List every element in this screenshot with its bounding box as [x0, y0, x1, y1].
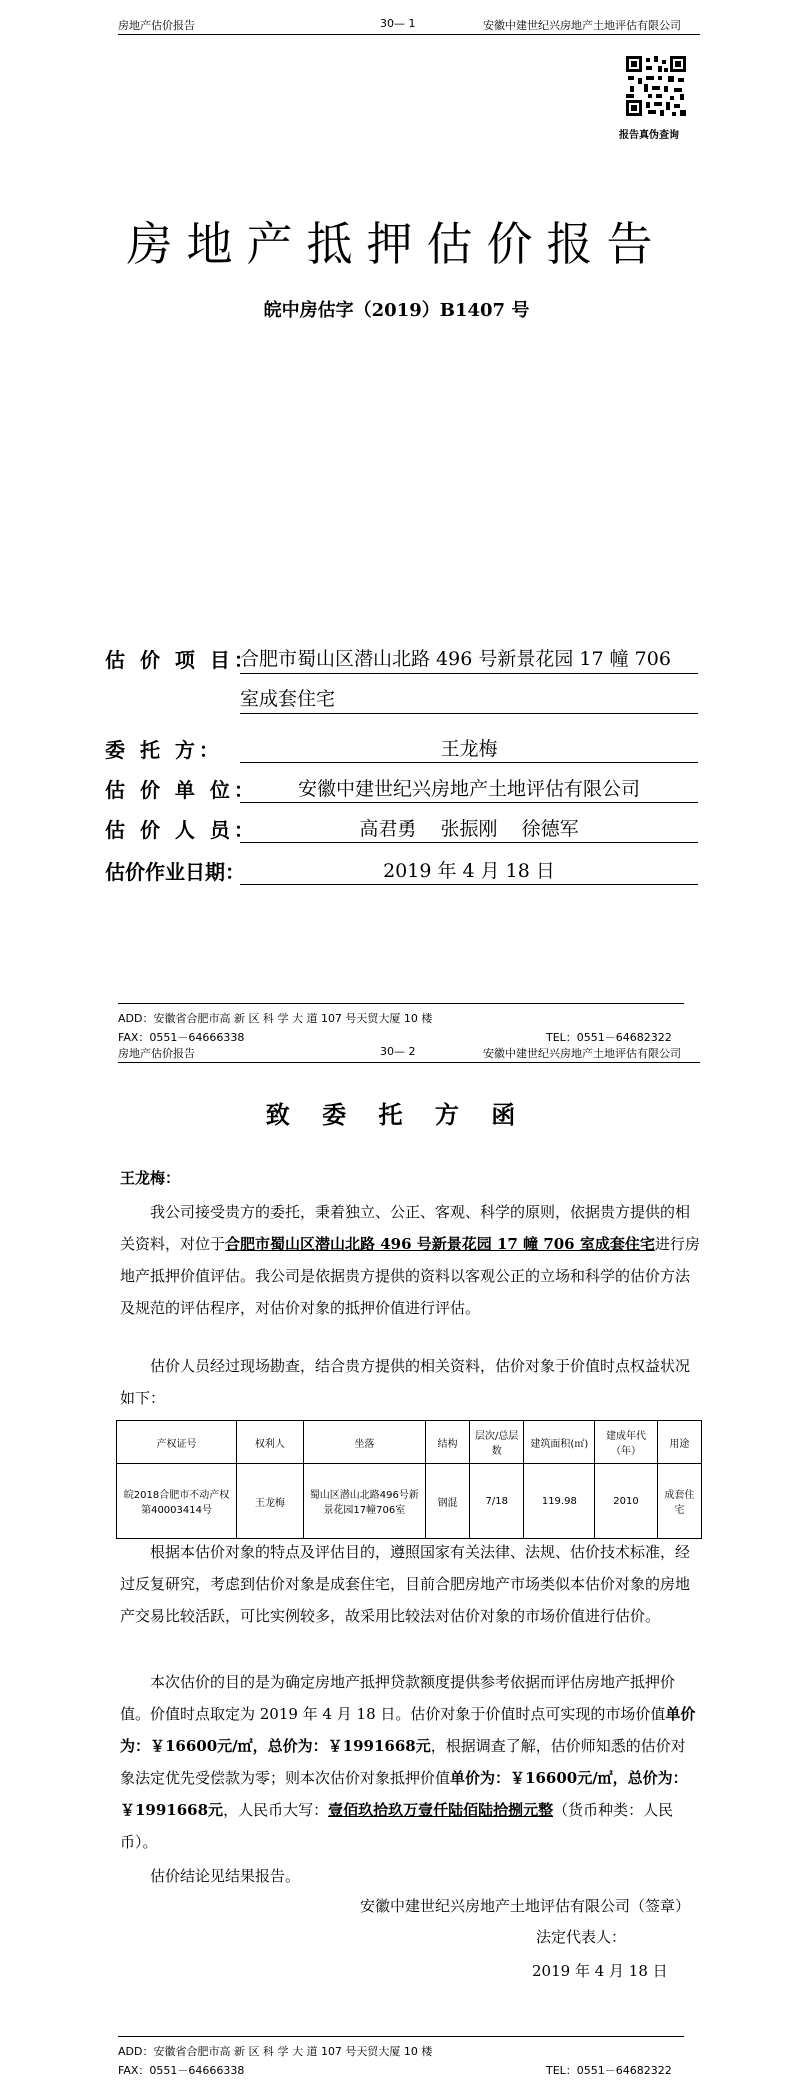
date-value: 2019 年 4 月 18 日	[383, 860, 555, 882]
salutation: 王龙梅：	[120, 1169, 181, 1187]
qr-code-icon	[626, 56, 686, 116]
client-label: 委 托 方：	[105, 738, 223, 762]
project-underline-1	[240, 673, 698, 674]
signature-date: 2019 年 4 月 18 日	[532, 1962, 668, 1980]
p4-text-a: 本次估价的目的是为确定房地产抵押贷款额度提供参考依据而评估房地产抵押价值。价值时点取定为 2019 年 4 月 18 日。估价对象于价值时点可实现的市场价值	[120, 1673, 676, 1723]
signature-company: 安徽中建世纪兴房地产土地评估有限公司（签章）	[360, 1897, 691, 1915]
letter-title: 致 委 托 方 函	[265, 1100, 528, 1129]
cell-cert: 皖2018合肥市不动产权第40003414号	[117, 1464, 237, 1539]
page1-header-right: 安徽中建世纪兴房地产土地评估有限公司	[483, 19, 681, 32]
col-structure: 结构	[425, 1421, 469, 1464]
page1-header-rule	[118, 34, 700, 35]
page2-footer-rule	[118, 2036, 684, 2037]
unit-label: 估 价 单 位：	[105, 778, 258, 802]
paragraph-3: 根据本估价对象的特点及评估目的，遵照国家有关法律、法规、估价技术标准，经过反复研究，考虑到估价对象是成套住宅，目前合肥房地产市场类似本估价对象的房地产交易比较活跃，可比实例较多，故采用比较法对估价对象的市场价值进行估价。	[120, 1543, 691, 1625]
p4-text-e: ，人民币大写：	[223, 1801, 329, 1819]
page2-footer-tel: TEL：0551－64682322	[546, 2064, 672, 2077]
unit-value: 安徽中建世纪兴房地产土地评估有限公司	[297, 778, 640, 800]
col-area: 建筑面积(㎡)	[524, 1421, 595, 1464]
report-title: 房地产抵押估价报告	[126, 217, 667, 271]
cell-structure: 钢混	[425, 1464, 469, 1539]
col-use: 用途	[657, 1421, 701, 1464]
paragraph-5: 估价结论见结果报告。	[150, 1867, 301, 1885]
page2-header-rule	[118, 1062, 700, 1063]
page1-header-page: 30— 1	[380, 17, 416, 30]
staff-label: 估 价 人 员：	[105, 818, 258, 842]
staff-underline	[240, 842, 698, 843]
client-value: 王龙梅	[440, 738, 498, 760]
paragraph-4	[120, 1666, 700, 1858]
date-underline	[240, 884, 698, 885]
page2-header-right: 安徽中建世纪兴房地产土地评估有限公司	[483, 1047, 681, 1060]
unit-underline	[240, 802, 698, 803]
cell-area: 119.98	[524, 1464, 595, 1539]
page2-header-left: 房地产估价报告	[118, 1047, 195, 1060]
p4-mortgage-value: 单价为：￥16600元/㎡，总价为：￥1991668元	[120, 1769, 688, 1819]
col-floor: 层次/总层数	[470, 1421, 524, 1464]
table-header-row	[117, 1421, 702, 1464]
col-cert: 产权证号	[117, 1421, 237, 1464]
p1-text-a: 我公司接受贵方的委托，秉着独立、公正、客观、科学的原则，依据贵方提供的相关资料，对位于	[120, 1203, 691, 1253]
page2-footer-address: ADD：安徽省合肥市高 新 区 科 学 大 道 107 号天贸大厦 10 楼	[118, 2045, 433, 2058]
page1-footer-address: ADD：安徽省合肥市高 新 区 科 学 大 道 107 号天贸大厦 10 楼	[118, 1012, 433, 1025]
p4-text-g: （货币种类：人民币）。	[120, 1801, 674, 1851]
p1-text-c: 进行房地产抵押价值评估。我公司是依据贵方提供的资料以客观公正的立场和科学的估价方法及规范的评估程序，对估价对象的抵押价值进行评估。	[120, 1235, 700, 1317]
page2-header-page: 30— 2	[380, 1045, 416, 1058]
project-value-line1: 合肥市蜀山区潜山北路 496 号新景花园 17 幢 706	[240, 648, 671, 670]
page1-footer-tel: TEL：0551－64682322	[546, 1031, 672, 1044]
p4-text-c: ，根据调查了解，估价师知悉的估价对象法定优先受偿款为零；则本次估价对象抵押价值	[120, 1737, 686, 1787]
qr-caption: 报告真伪查询	[619, 130, 679, 141]
page1-footer-rule	[118, 1003, 684, 1004]
staff-value: 高君勇 张振刚 徐德军	[359, 818, 579, 840]
client-underline	[240, 762, 698, 763]
signature-legal-rep: 法定代表人：	[536, 1928, 627, 1946]
p1-property-address: 合肥市蜀山区潜山北路 496 号新景花园 17 幢 706 室成套住宅	[225, 1235, 655, 1253]
property-rights-table	[116, 1420, 702, 1539]
page2-footer-fax: FAX：0551－64666338	[118, 2064, 245, 2077]
table-row	[117, 1464, 702, 1539]
page1-footer-fax: FAX：0551－64666338	[118, 1031, 245, 1044]
paragraph-2: 估价人员经过现场勘查，结合贵方提供的相关资料，估价对象于价值时点权益状况如下：	[120, 1357, 691, 1407]
page1-header-left: 房地产估价报告	[118, 19, 195, 32]
paragraph-1	[120, 1196, 700, 1324]
cell-floor: 7/18	[470, 1464, 524, 1539]
cell-use: 成套住宅	[657, 1464, 701, 1539]
cell-year: 2010	[595, 1464, 658, 1539]
cell-location: 蜀山区潜山北路496号新景花园17幢706室	[303, 1464, 425, 1539]
date-label: 估价作业日期：	[105, 860, 245, 884]
col-owner: 权利人	[237, 1421, 304, 1464]
cell-owner: 王龙梅	[237, 1464, 304, 1539]
p4-amount-in-words: 壹佰玖拾玖万壹仟陆佰陆拾捌元整	[328, 1801, 554, 1819]
project-value-line2: 室成套住宅	[240, 688, 336, 710]
project-label: 估 价 项 目：	[105, 648, 258, 672]
project-underline-2	[240, 713, 698, 714]
col-location: 坐落	[303, 1421, 425, 1464]
p4-market-value: 单价为：￥16600元/㎡，总价为：￥1991668元	[120, 1705, 696, 1755]
report-number: 皖中房估字（2019）B1407 号	[263, 300, 530, 321]
col-year: 建成年代（年）	[595, 1421, 658, 1464]
